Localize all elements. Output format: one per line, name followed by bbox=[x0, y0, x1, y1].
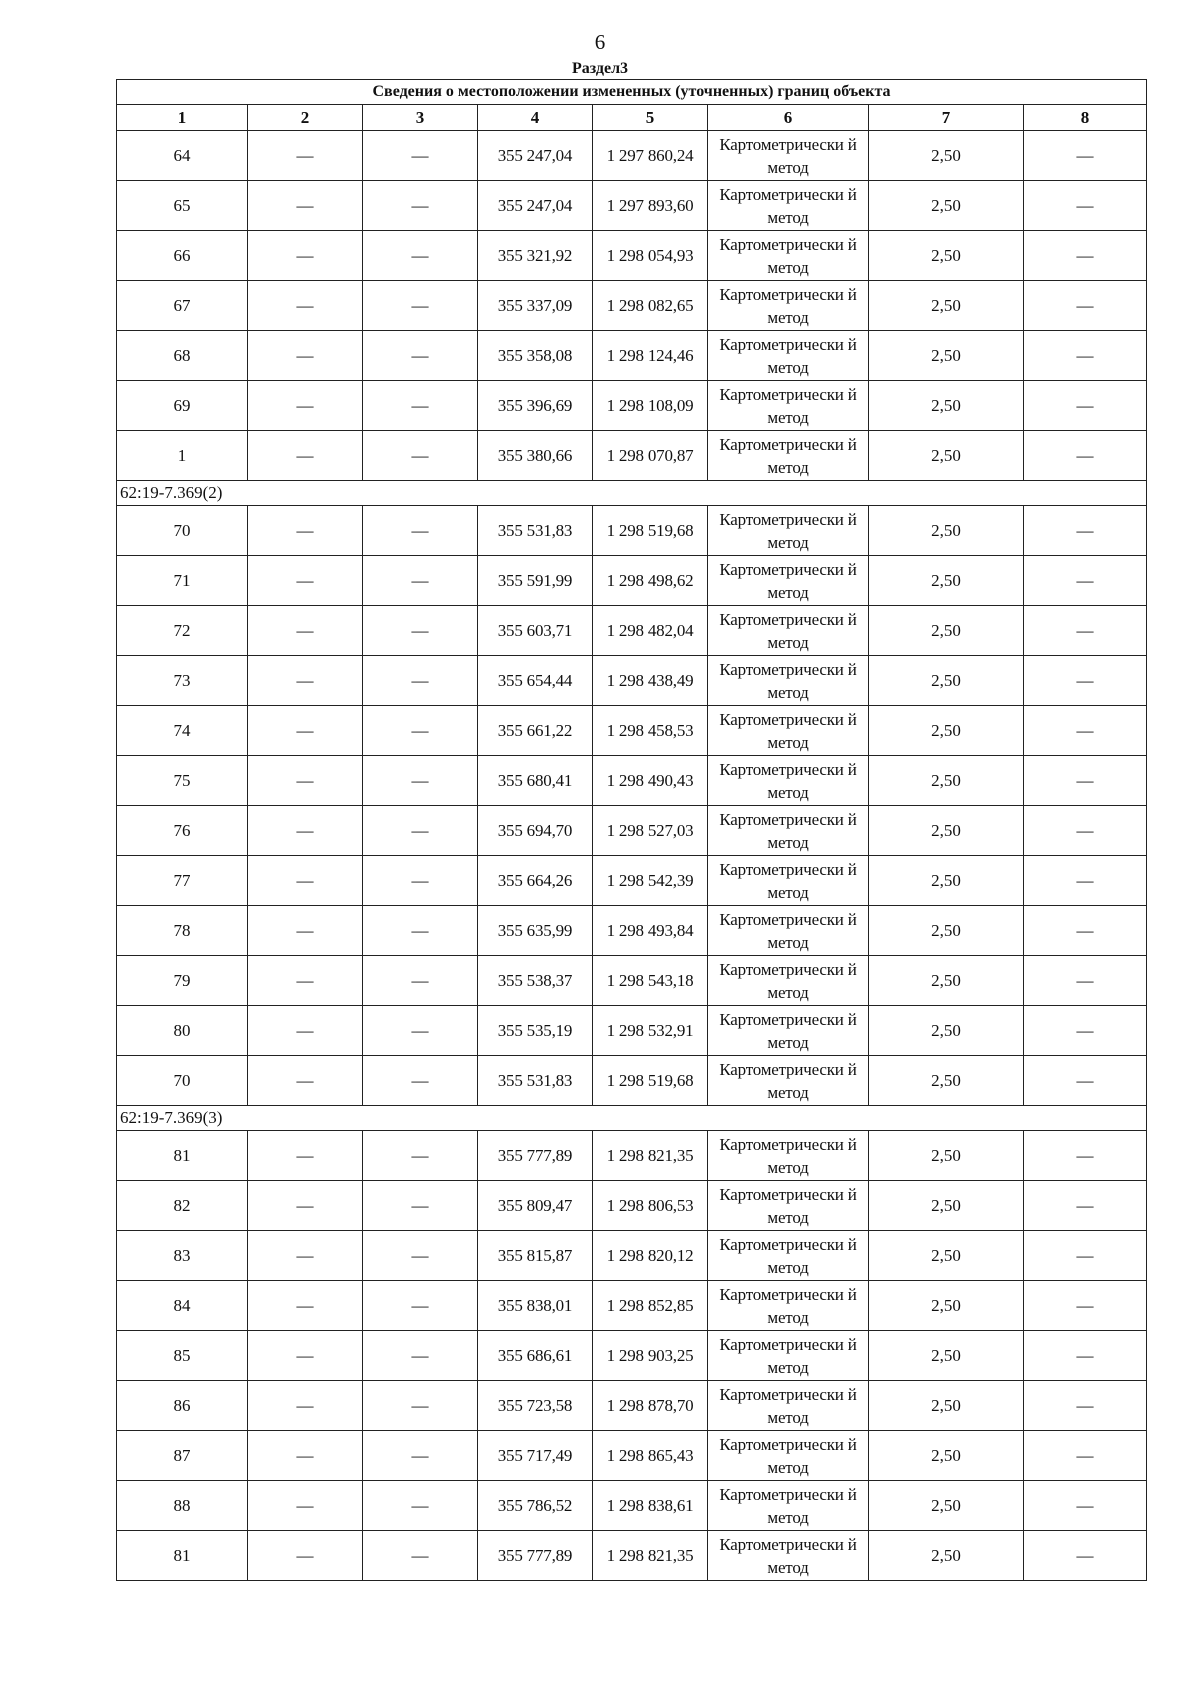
point-number-cell: 78 bbox=[117, 906, 248, 956]
group-label: 62:19-7.369(2) bbox=[117, 481, 1147, 506]
accuracy-cell: 2,50 bbox=[869, 706, 1024, 756]
col3-cell: — bbox=[363, 1281, 478, 1331]
x-coordinate-cell: 355 694,70 bbox=[478, 806, 593, 856]
col3-cell: — bbox=[363, 331, 478, 381]
table-row bbox=[117, 1481, 1147, 1531]
col3-cell: — bbox=[363, 806, 478, 856]
table-row bbox=[117, 331, 1147, 381]
col8-cell: — bbox=[1024, 181, 1147, 231]
x-coordinate-cell: 355 815,87 bbox=[478, 1231, 593, 1281]
col2-cell: — bbox=[248, 331, 363, 381]
col3-cell: — bbox=[363, 1181, 478, 1231]
table-row bbox=[117, 181, 1147, 231]
col8-cell: — bbox=[1024, 756, 1147, 806]
x-coordinate-cell: 355 786,52 bbox=[478, 1481, 593, 1531]
col2-cell: — bbox=[248, 506, 363, 556]
y-coordinate-cell: 1 298 543,18 bbox=[593, 956, 708, 1006]
point-number-cell: 67 bbox=[117, 281, 248, 331]
col2-cell: — bbox=[248, 956, 363, 1006]
col8-cell: — bbox=[1024, 556, 1147, 606]
y-coordinate-cell: 1 298 821,35 bbox=[593, 1531, 708, 1581]
col3-cell: — bbox=[363, 1381, 478, 1431]
group-label: 62:19-7.369(3) bbox=[117, 1106, 1147, 1131]
x-coordinate-cell: 355 635,99 bbox=[478, 906, 593, 956]
col2-cell: — bbox=[248, 1381, 363, 1431]
point-number-cell: 87 bbox=[117, 1431, 248, 1481]
col2-cell: — bbox=[248, 1531, 363, 1581]
point-number-cell: 65 bbox=[117, 181, 248, 231]
col2-cell: — bbox=[248, 431, 363, 481]
x-coordinate-cell: 355 603,71 bbox=[478, 606, 593, 656]
table-row bbox=[117, 1281, 1147, 1331]
accuracy-cell: 2,50 bbox=[869, 556, 1024, 606]
table-row bbox=[117, 856, 1147, 906]
x-coordinate-cell: 355 321,92 bbox=[478, 231, 593, 281]
table-caption: Сведения о местоположении измененных (уточненных) границ объекта bbox=[117, 80, 1147, 105]
accuracy-cell: 2,50 bbox=[869, 856, 1024, 906]
point-number-cell: 77 bbox=[117, 856, 248, 906]
col3-cell: — bbox=[363, 1431, 478, 1481]
x-coordinate-cell: 355 247,04 bbox=[478, 181, 593, 231]
y-coordinate-cell: 1 298 527,03 bbox=[593, 806, 708, 856]
x-coordinate-cell: 355 680,41 bbox=[478, 756, 593, 806]
col2-cell: — bbox=[248, 281, 363, 331]
x-coordinate-cell: 355 538,37 bbox=[478, 956, 593, 1006]
col2-cell: — bbox=[248, 856, 363, 906]
y-coordinate-cell: 1 298 820,12 bbox=[593, 1231, 708, 1281]
point-number-cell: 64 bbox=[117, 131, 248, 181]
table-row bbox=[117, 1006, 1147, 1056]
col3-cell: — bbox=[363, 131, 478, 181]
table-row bbox=[117, 506, 1147, 556]
point-number-cell: 80 bbox=[117, 1006, 248, 1056]
col3-cell: — bbox=[363, 281, 478, 331]
table-row bbox=[117, 431, 1147, 481]
col2-cell: — bbox=[248, 706, 363, 756]
y-coordinate-cell: 1 298 903,25 bbox=[593, 1331, 708, 1381]
col8-cell: — bbox=[1024, 906, 1147, 956]
col8-cell: — bbox=[1024, 1531, 1147, 1581]
method-cell: Картометрически й метод bbox=[708, 606, 869, 656]
col8-cell: — bbox=[1024, 606, 1147, 656]
y-coordinate-cell: 1 298 821,35 bbox=[593, 1131, 708, 1181]
x-coordinate-cell: 355 723,58 bbox=[478, 1381, 593, 1431]
col3-cell: — bbox=[363, 1531, 478, 1581]
col3-cell: — bbox=[363, 756, 478, 806]
method-cell: Картометрически й метод bbox=[708, 556, 869, 606]
accuracy-cell: 2,50 bbox=[869, 506, 1024, 556]
accuracy-cell: 2,50 bbox=[869, 131, 1024, 181]
column-header: 2 bbox=[248, 105, 363, 131]
table-row bbox=[117, 906, 1147, 956]
point-number-cell: 75 bbox=[117, 756, 248, 806]
col8-cell: — bbox=[1024, 1481, 1147, 1531]
method-cell: Картометрически й метод bbox=[708, 756, 869, 806]
col2-cell: — bbox=[248, 1281, 363, 1331]
table-row bbox=[117, 806, 1147, 856]
table-row bbox=[117, 281, 1147, 331]
col2-cell: — bbox=[248, 131, 363, 181]
method-cell: Картометрически й метод bbox=[708, 906, 869, 956]
method-cell: Картометрически й метод bbox=[708, 706, 869, 756]
method-cell: Картометрически й метод bbox=[708, 431, 869, 481]
col2-cell: — bbox=[248, 1231, 363, 1281]
point-number-cell: 76 bbox=[117, 806, 248, 856]
col2-cell: — bbox=[248, 906, 363, 956]
accuracy-cell: 2,50 bbox=[869, 956, 1024, 1006]
point-number-cell: 71 bbox=[117, 556, 248, 606]
point-number-cell: 73 bbox=[117, 656, 248, 706]
col2-cell: — bbox=[248, 1131, 363, 1181]
col8-cell: — bbox=[1024, 131, 1147, 181]
col3-cell: — bbox=[363, 1056, 478, 1106]
point-number-cell: 81 bbox=[117, 1131, 248, 1181]
col8-cell: — bbox=[1024, 656, 1147, 706]
col3-cell: — bbox=[363, 656, 478, 706]
col2-cell: — bbox=[248, 606, 363, 656]
col2-cell: — bbox=[248, 1481, 363, 1531]
col8-cell: — bbox=[1024, 506, 1147, 556]
method-cell: Картометрически й метод bbox=[708, 656, 869, 706]
column-header: 5 bbox=[593, 105, 708, 131]
accuracy-cell: 2,50 bbox=[869, 381, 1024, 431]
accuracy-cell: 2,50 bbox=[869, 231, 1024, 281]
accuracy-cell: 2,50 bbox=[869, 606, 1024, 656]
x-coordinate-cell: 355 358,08 bbox=[478, 331, 593, 381]
method-cell: Картометрически й метод bbox=[708, 1331, 869, 1381]
point-number-cell: 70 bbox=[117, 1056, 248, 1106]
col3-cell: — bbox=[363, 506, 478, 556]
table-row bbox=[117, 706, 1147, 756]
accuracy-cell: 2,50 bbox=[869, 1006, 1024, 1056]
x-coordinate-cell: 355 777,89 bbox=[478, 1131, 593, 1181]
col3-cell: — bbox=[363, 1006, 478, 1056]
col8-cell: — bbox=[1024, 1231, 1147, 1281]
x-coordinate-cell: 355 654,44 bbox=[478, 656, 593, 706]
table-row bbox=[117, 1331, 1147, 1381]
col8-cell: — bbox=[1024, 806, 1147, 856]
method-cell: Картометрически й метод bbox=[708, 956, 869, 1006]
x-coordinate-cell: 355 531,83 bbox=[478, 506, 593, 556]
col8-cell: — bbox=[1024, 1331, 1147, 1381]
method-cell: Картометрически й метод bbox=[708, 1381, 869, 1431]
table-row bbox=[117, 231, 1147, 281]
accuracy-cell: 2,50 bbox=[869, 1481, 1024, 1531]
col8-cell: — bbox=[1024, 1281, 1147, 1331]
accuracy-cell: 2,50 bbox=[869, 806, 1024, 856]
y-coordinate-cell: 1 298 124,46 bbox=[593, 331, 708, 381]
col8-cell: — bbox=[1024, 331, 1147, 381]
y-coordinate-cell: 1 298 838,61 bbox=[593, 1481, 708, 1531]
method-cell: Картометрически й метод bbox=[708, 231, 869, 281]
table-row bbox=[117, 1131, 1147, 1181]
x-coordinate-cell: 355 591,99 bbox=[478, 556, 593, 606]
method-cell: Картометрически й метод bbox=[708, 281, 869, 331]
x-coordinate-cell: 355 664,26 bbox=[478, 856, 593, 906]
col3-cell: — bbox=[363, 1131, 478, 1181]
col8-cell: — bbox=[1024, 231, 1147, 281]
accuracy-cell: 2,50 bbox=[869, 1056, 1024, 1106]
column-header: 4 bbox=[478, 105, 593, 131]
col3-cell: — bbox=[363, 856, 478, 906]
accuracy-cell: 2,50 bbox=[869, 1231, 1024, 1281]
col2-cell: — bbox=[248, 181, 363, 231]
x-coordinate-cell: 355 717,49 bbox=[478, 1431, 593, 1481]
y-coordinate-cell: 1 298 498,62 bbox=[593, 556, 708, 606]
col2-cell: — bbox=[248, 1431, 363, 1481]
table-header-row bbox=[117, 105, 1147, 131]
method-cell: Картометрически й метод bbox=[708, 381, 869, 431]
y-coordinate-cell: 1 298 458,53 bbox=[593, 706, 708, 756]
point-number-cell: 82 bbox=[117, 1181, 248, 1231]
point-number-cell: 86 bbox=[117, 1381, 248, 1431]
y-coordinate-cell: 1 298 878,70 bbox=[593, 1381, 708, 1431]
accuracy-cell: 2,50 bbox=[869, 906, 1024, 956]
table-row bbox=[117, 956, 1147, 1006]
col2-cell: — bbox=[248, 381, 363, 431]
y-coordinate-cell: 1 297 893,60 bbox=[593, 181, 708, 231]
table-caption-row bbox=[117, 80, 1147, 105]
accuracy-cell: 2,50 bbox=[869, 1331, 1024, 1381]
column-header: 7 bbox=[869, 105, 1024, 131]
method-cell: Картометрически й метод bbox=[708, 1056, 869, 1106]
table-row bbox=[117, 381, 1147, 431]
method-cell: Картометрически й метод bbox=[708, 506, 869, 556]
accuracy-cell: 2,50 bbox=[869, 1431, 1024, 1481]
x-coordinate-cell: 355 531,83 bbox=[478, 1056, 593, 1106]
col8-cell: — bbox=[1024, 1181, 1147, 1231]
y-coordinate-cell: 1 298 532,91 bbox=[593, 1006, 708, 1056]
col2-cell: — bbox=[248, 1181, 363, 1231]
x-coordinate-cell: 355 380,66 bbox=[478, 431, 593, 481]
point-number-cell: 66 bbox=[117, 231, 248, 281]
col3-cell: — bbox=[363, 606, 478, 656]
y-coordinate-cell: 1 298 054,93 bbox=[593, 231, 708, 281]
col8-cell: — bbox=[1024, 706, 1147, 756]
x-coordinate-cell: 355 396,69 bbox=[478, 381, 593, 431]
y-coordinate-cell: 1 298 519,68 bbox=[593, 1056, 708, 1106]
col8-cell: — bbox=[1024, 1381, 1147, 1431]
col3-cell: — bbox=[363, 381, 478, 431]
col8-cell: — bbox=[1024, 1131, 1147, 1181]
table-row bbox=[117, 131, 1147, 181]
point-number-cell: 70 bbox=[117, 506, 248, 556]
col3-cell: — bbox=[363, 556, 478, 606]
table-row bbox=[117, 556, 1147, 606]
column-header: 6 bbox=[708, 105, 869, 131]
y-coordinate-cell: 1 298 108,09 bbox=[593, 381, 708, 431]
column-header: 8 bbox=[1024, 105, 1147, 131]
column-header: 3 bbox=[363, 105, 478, 131]
method-cell: Картометрически й метод bbox=[708, 1131, 869, 1181]
y-coordinate-cell: 1 298 482,04 bbox=[593, 606, 708, 656]
x-coordinate-cell: 355 247,04 bbox=[478, 131, 593, 181]
x-coordinate-cell: 355 535,19 bbox=[478, 1006, 593, 1056]
col2-cell: — bbox=[248, 1331, 363, 1381]
accuracy-cell: 2,50 bbox=[869, 431, 1024, 481]
y-coordinate-cell: 1 298 490,43 bbox=[593, 756, 708, 806]
x-coordinate-cell: 355 809,47 bbox=[478, 1181, 593, 1231]
col2-cell: — bbox=[248, 1006, 363, 1056]
col3-cell: — bbox=[363, 1231, 478, 1281]
method-cell: Картометрически й метод bbox=[708, 331, 869, 381]
col2-cell: — bbox=[248, 656, 363, 706]
point-number-cell: 72 bbox=[117, 606, 248, 656]
point-number-cell: 81 bbox=[117, 1531, 248, 1581]
method-cell: Картометрически й метод bbox=[708, 1481, 869, 1531]
x-coordinate-cell: 355 337,09 bbox=[478, 281, 593, 331]
y-coordinate-cell: 1 298 070,87 bbox=[593, 431, 708, 481]
method-cell: Картометрически й метод bbox=[708, 181, 869, 231]
point-number-cell: 79 bbox=[117, 956, 248, 1006]
col3-cell: — bbox=[363, 231, 478, 281]
col3-cell: — bbox=[363, 956, 478, 1006]
col2-cell: — bbox=[248, 556, 363, 606]
col3-cell: — bbox=[363, 181, 478, 231]
point-number-cell: 1 bbox=[117, 431, 248, 481]
method-cell: Картометрически й метод bbox=[708, 1181, 869, 1231]
group-label-row bbox=[117, 1106, 1147, 1131]
point-number-cell: 85 bbox=[117, 1331, 248, 1381]
y-coordinate-cell: 1 298 519,68 bbox=[593, 506, 708, 556]
method-cell: Картометрически й метод bbox=[708, 806, 869, 856]
col2-cell: — bbox=[248, 806, 363, 856]
table-row bbox=[117, 606, 1147, 656]
method-cell: Картометрически й метод bbox=[708, 856, 869, 906]
method-cell: Картометрически й метод bbox=[708, 1231, 869, 1281]
col2-cell: — bbox=[248, 756, 363, 806]
accuracy-cell: 2,50 bbox=[869, 756, 1024, 806]
col3-cell: — bbox=[363, 431, 478, 481]
table-row bbox=[117, 1381, 1147, 1431]
column-header: 1 bbox=[117, 105, 248, 131]
method-cell: Картометрически й метод bbox=[708, 1431, 869, 1481]
method-cell: Картометрически й метод bbox=[708, 1006, 869, 1056]
point-number-cell: 84 bbox=[117, 1281, 248, 1331]
col8-cell: — bbox=[1024, 956, 1147, 1006]
col3-cell: — bbox=[363, 906, 478, 956]
col8-cell: — bbox=[1024, 856, 1147, 906]
y-coordinate-cell: 1 298 806,53 bbox=[593, 1181, 708, 1231]
method-cell: Картометрически й метод bbox=[708, 1281, 869, 1331]
col8-cell: — bbox=[1024, 431, 1147, 481]
table-row bbox=[117, 1431, 1147, 1481]
col8-cell: — bbox=[1024, 1431, 1147, 1481]
accuracy-cell: 2,50 bbox=[869, 331, 1024, 381]
accuracy-cell: 2,50 bbox=[869, 656, 1024, 706]
accuracy-cell: 2,50 bbox=[869, 281, 1024, 331]
method-cell: Картометрически й метод bbox=[708, 131, 869, 181]
y-coordinate-cell: 1 298 865,43 bbox=[593, 1431, 708, 1481]
y-coordinate-cell: 1 298 493,84 bbox=[593, 906, 708, 956]
y-coordinate-cell: 1 298 438,49 bbox=[593, 656, 708, 706]
col3-cell: — bbox=[363, 1331, 478, 1381]
table-row bbox=[117, 656, 1147, 706]
point-number-cell: 74 bbox=[117, 706, 248, 756]
table-row bbox=[117, 1531, 1147, 1581]
accuracy-cell: 2,50 bbox=[869, 1381, 1024, 1431]
section-title: Раздел3 bbox=[571, 60, 629, 77]
table-row bbox=[117, 756, 1147, 806]
y-coordinate-cell: 1 298 542,39 bbox=[593, 856, 708, 906]
x-coordinate-cell: 355 686,61 bbox=[478, 1331, 593, 1381]
y-coordinate-cell: 1 298 852,85 bbox=[593, 1281, 708, 1331]
col2-cell: — bbox=[248, 231, 363, 281]
group-label-row bbox=[117, 481, 1147, 506]
point-number-cell: 83 bbox=[117, 1231, 248, 1281]
x-coordinate-cell: 355 777,89 bbox=[478, 1531, 593, 1581]
col3-cell: — bbox=[363, 706, 478, 756]
boundary-points-table bbox=[116, 79, 1147, 1581]
col2-cell: — bbox=[248, 1056, 363, 1106]
page-number: 6 bbox=[594, 30, 606, 54]
table-row bbox=[117, 1181, 1147, 1231]
point-number-cell: 88 bbox=[117, 1481, 248, 1531]
accuracy-cell: 2,50 bbox=[869, 1531, 1024, 1581]
table-row bbox=[117, 1056, 1147, 1106]
accuracy-cell: 2,50 bbox=[869, 1281, 1024, 1331]
accuracy-cell: 2,50 bbox=[869, 1181, 1024, 1231]
point-number-cell: 69 bbox=[117, 381, 248, 431]
col8-cell: — bbox=[1024, 1006, 1147, 1056]
x-coordinate-cell: 355 661,22 bbox=[478, 706, 593, 756]
col8-cell: — bbox=[1024, 381, 1147, 431]
y-coordinate-cell: 1 298 082,65 bbox=[593, 281, 708, 331]
method-cell: Картометрически й метод bbox=[708, 1531, 869, 1581]
col8-cell: — bbox=[1024, 281, 1147, 331]
accuracy-cell: 2,50 bbox=[869, 181, 1024, 231]
point-number-cell: 68 bbox=[117, 331, 248, 381]
y-coordinate-cell: 1 297 860,24 bbox=[593, 131, 708, 181]
accuracy-cell: 2,50 bbox=[869, 1131, 1024, 1181]
col8-cell: — bbox=[1024, 1056, 1147, 1106]
col3-cell: — bbox=[363, 1481, 478, 1531]
table-row bbox=[117, 1231, 1147, 1281]
x-coordinate-cell: 355 838,01 bbox=[478, 1281, 593, 1331]
